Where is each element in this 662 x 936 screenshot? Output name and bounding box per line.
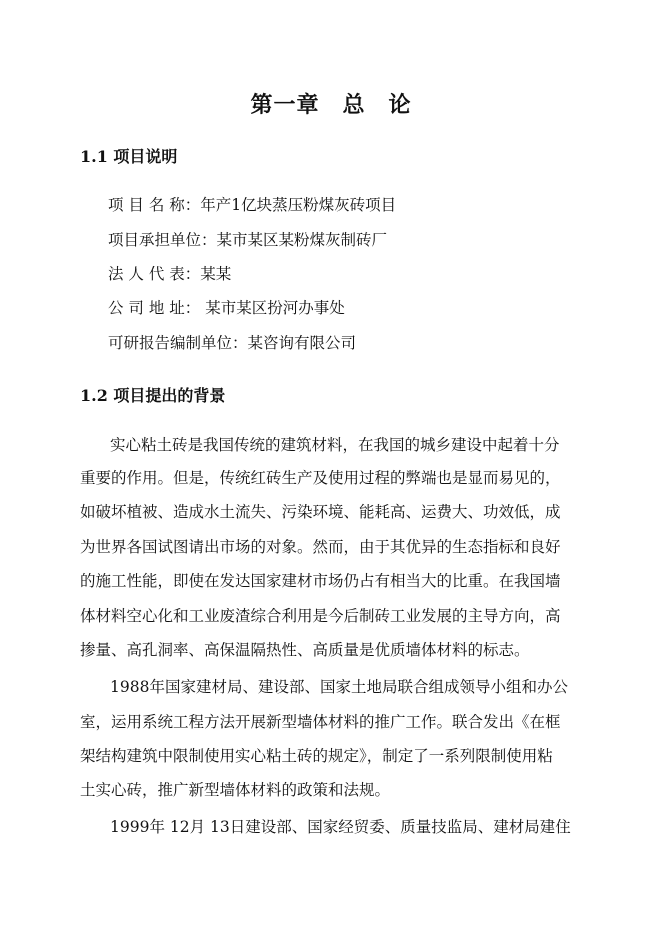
info-label: 项 目 名 称： <box>108 196 201 214</box>
info-label: 公 司 地 址： <box>108 299 201 317</box>
paragraph-line: 1999年 12月 13日建设部、国家经贸委、质量技监局、建材局建住 <box>110 818 571 836</box>
info-label: 可研报告编制单位： <box>108 334 248 352</box>
paragraph-line: 架结构建筑中限制使用实心粘土砖的规定》，制定了一系列限制使用粘 <box>80 747 553 765</box>
paragraph-line: 掺量、高孔洞率、高保温隔热性、高质量是优质墙体材料的标志。 <box>80 641 530 659</box>
info-label: 项目承担单位： <box>108 231 217 249</box>
paragraph-line: 重要的作用。但是，传统红砖生产及使用过程的弊端也是显而易见的， <box>80 469 561 487</box>
info-value: 某某 <box>200 265 232 283</box>
info-company-address <box>108 296 345 318</box>
info-label: 法 人 代 表： <box>108 265 201 283</box>
paragraph-line: 的施工性能，即使在发达国家建材市场仍占有相当大的比重。在我国墙 <box>80 572 561 590</box>
info-value: 某市某区扮河办事处 <box>200 299 345 317</box>
paragraph-line: 为世界各国试图请出市场的对象。然而，由于其优异的生态指标和良好 <box>80 538 561 556</box>
info-legal-representative <box>108 262 231 284</box>
paragraph-line: 室，运用系统工程方法开展新型墙体材料的推广工作。联合发出《在框 <box>80 713 561 731</box>
chapter-title: 第一章 总 论 <box>250 92 412 118</box>
info-value: 某市某区某粉煤灰制砖厂 <box>216 231 388 249</box>
info-report-compiler <box>108 331 356 353</box>
section-heading-1-2: 1.2 项目提出的背景 <box>80 386 226 405</box>
paragraph-line: 如破坏植被、造成水土流失、污染环境、能耗高、运费大、功效低，成 <box>80 503 561 521</box>
paragraph-line: 1988年国家建材局、建设部、国家土地局联合组成领导小组和办公 <box>110 678 568 696</box>
info-project-name <box>108 193 396 215</box>
info-undertaking-unit <box>108 228 387 250</box>
paragraph-line: 土实心砖，推广新型墙体材料的政策和法规。 <box>80 781 391 799</box>
section-heading-1-1: 1.1 项目说明 <box>80 147 178 166</box>
info-value: 年产1亿块蒸压粉煤灰砖项目 <box>200 196 397 214</box>
info-value: 某咨询有限公司 <box>247 334 357 352</box>
paragraph-line: 实心粘土砖是我国传统的建筑材料，在我国的城乡建设中起着十分 <box>110 436 560 454</box>
paragraph-line: 体材料空心化和工业废渣综合利用是今后制砖工业发展的主导方向，高 <box>80 607 561 625</box>
